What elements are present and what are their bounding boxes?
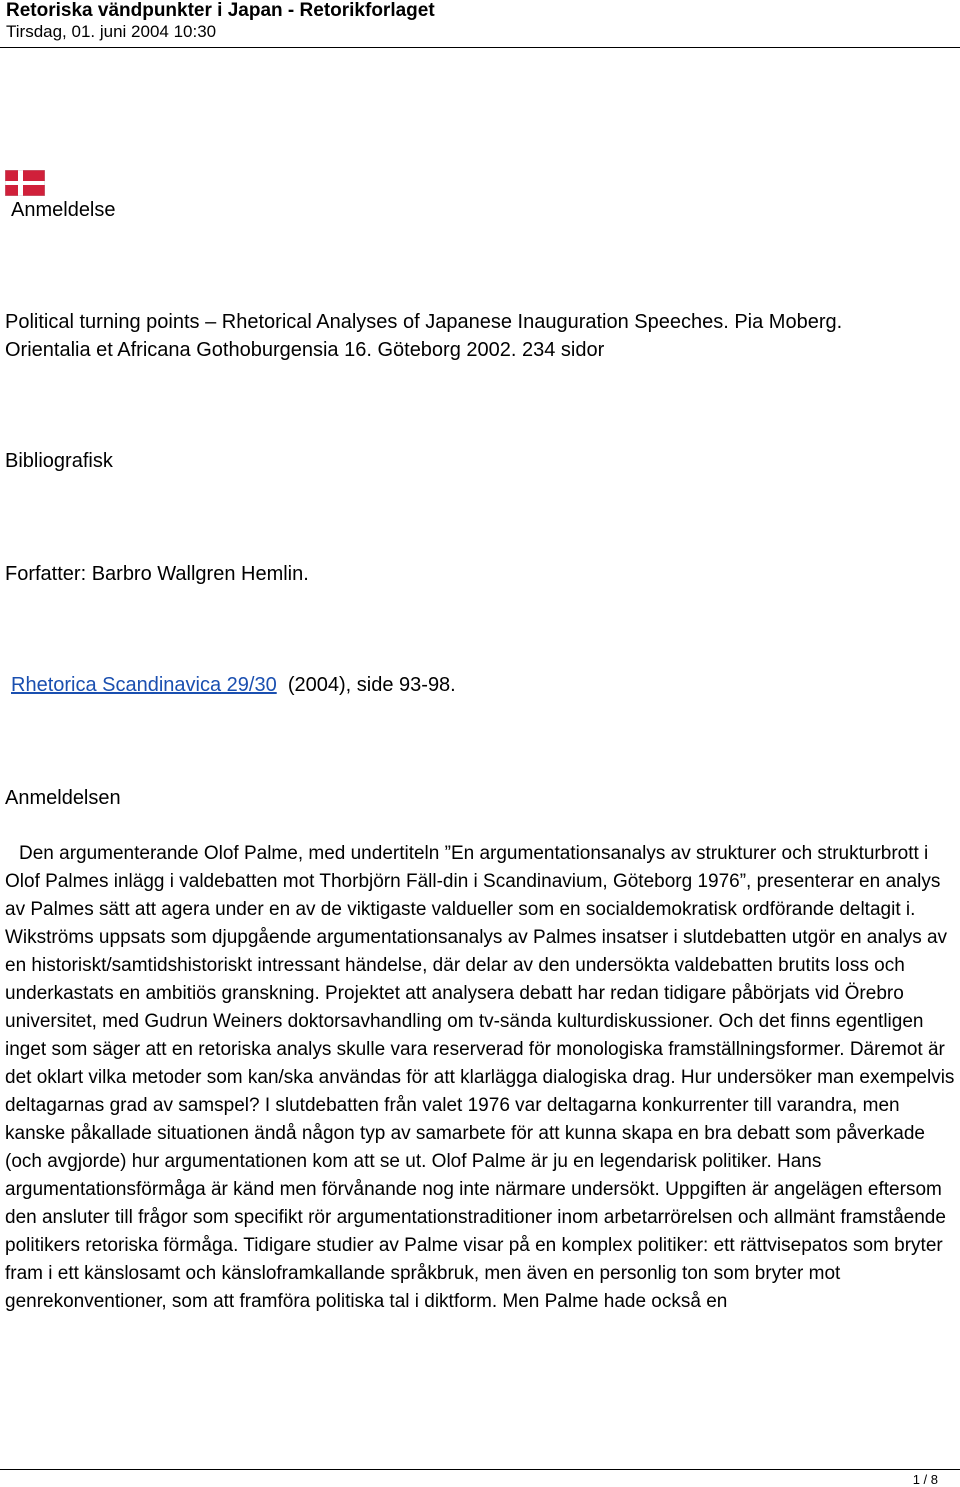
source-link[interactable]: Rhetorica Scandinavica 29/30 [11, 674, 277, 696]
bibliography-line-2: Orientalia et Africana Gothoburgensia 16. Göteborg 2002. 234 sidor [5, 339, 605, 361]
bibliografisk-heading: Bibliografisk [5, 450, 113, 472]
document-date: Tirsdag, 01. juni 2004 10:30 [6, 22, 217, 41]
review-heading: Anmeldelsen [5, 787, 121, 809]
danish-flag-icon [5, 170, 45, 196]
footer-rule [0, 1469, 960, 1470]
source-line [11, 673, 456, 697]
review-paragraph [5, 840, 955, 1316]
review-paragraph-text: Den argumenterande Olof Palme, med undertiteln ”En argumentationsanalys av strukturer och strukturbrott i Olof Palmes inlägg i valdebatten mot Thorbjörn Fäll-din i Scandinavium, Göteborg 1976”, presenterar en analys av Palmes sätt att agera under en av de viktigaste valdueller som en socialdemokratisk ordförande deltagit i. Wikströms uppsats som djupgående argumentationsanalys av Palmes insatser i slutdebatten utgör en analys av en historiskt/samtidshistoriskt intressant händelse, där delar av den undersökta valdebatten brutits loss och underkastats en ambitiös granskning. Projektet att analysera debatt har redan tidigare påbörjats vid Örebro universitet, med Gudrun Weiners doktorsavhandling om tv-sända kulturdiskussioner. Och det finns egentligen inget som säger att en retoriska analys skulle vara reserverad för monologiska framställningsformer. Däremot är det oklart vilka metoder som kan/ska användas för att klarlägga dialogiska drag. Hur undersöker man exempelvis deltagarnas grad av samspel? I slutdebatten från valet 1976 var deltagarna konkurrenter till varandra, men kanske påkallade situationen ändå någon typ av samarbete för att kunna skapa en bra debatt som påverkade (och avgjorde) hur argumentationen kom att se ut. Olof Palme är ju en legendarisk politiker. Hans argumentationsförmåga är känd men förvånande nog inte närmare undersökt. Uppgiften är angelägen eftersom den ansluter till frågor som specifikt rör argumentationstraditioner inom arbetarrörelsen och allmänt framstående politikers retoriska förmåga. Tidigare studier av Palme visar på en komplex politiker: ett rättvisepatos som bryter fram i ett känslosamt och känsloframkallande språkbruk, men även en personlig ton som bryter mot genrekonventioner, som att framföra politiska tal i diktform. Men Palme hade också en [5, 843, 955, 1312]
author-line: Forfatter: Barbro Wallgren Hemlin. [5, 563, 309, 585]
page-number: 1 / 8 [912, 1472, 938, 1487]
section-label: Anmeldelse [11, 199, 116, 221]
source-details: (2004), side 93-98. [287, 674, 456, 696]
review-body [5, 840, 955, 1316]
document-title: Retoriska vändpunkter i Japan - Retorikforlaget [6, 0, 435, 21]
bibliography-line-1: Political turning points – Rhetorical Analyses of Japanese Inauguration Speeches. Pia Moberg. [5, 311, 843, 333]
page-header [0, 0, 960, 48]
